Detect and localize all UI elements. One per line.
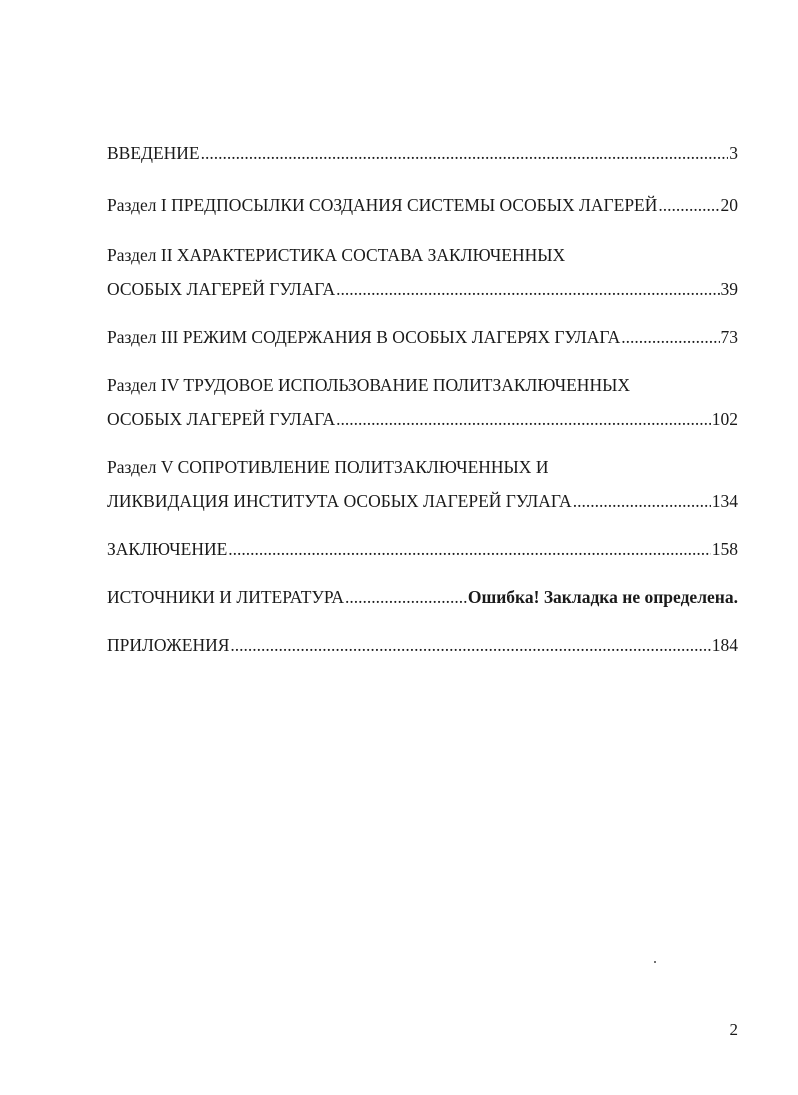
toc-entry-title: ВВЕДЕНИЕ (107, 143, 200, 163)
toc-entry-page: 102 (711, 409, 738, 429)
toc-entry-section-3[interactable] (107, 327, 738, 359)
toc-entry-section-4[interactable] (107, 375, 738, 441)
toc-entry-title-line-1: Раздел II ХАРАКТЕРИСТИКА СОСТАВА ЗАКЛЮЧЕННЫХ (107, 245, 566, 265)
toc-entry-title: Раздел I ПРЕДПОСЫЛКИ СОЗДАНИЯ СИСТЕМЫ ОСОБЫХ ЛАГЕРЕЙ (107, 195, 658, 215)
toc-entry-title-line-1: Раздел V СОПРОТИВЛЕНИЕ ПОЛИТЗАКЛЮЧЕННЫХ И (107, 457, 549, 477)
dot-leader (228, 539, 710, 559)
toc-line (107, 409, 738, 441)
scan-speck (654, 961, 656, 963)
page-number: 2 (729, 1020, 738, 1039)
toc-line (107, 587, 738, 619)
toc-line (107, 375, 738, 409)
toc-entry-sources[interactable] (107, 587, 738, 619)
toc-entry-title-line-2: ОСОБЫХ ЛАГЕРЕЙ ГУЛАГА (107, 279, 336, 299)
toc-entry-section-2[interactable] (107, 245, 738, 311)
dot-leader (658, 195, 719, 215)
toc-entry-page: 184 (711, 635, 738, 655)
toc-entry-page: 3 (729, 143, 738, 163)
toc-entry-page: 73 (720, 327, 738, 347)
toc-entry-page: 158 (711, 539, 738, 559)
toc-entry-section-5[interactable] (107, 457, 738, 523)
dot-leader (621, 327, 719, 347)
toc-line (107, 279, 738, 311)
toc-entry-title-line-2: ЛИКВИДАЦИЯ ИНСТИТУТА ОСОБЫХ ЛАГЕРЕЙ ГУЛАГА (107, 491, 572, 511)
toc-line (107, 635, 738, 667)
toc-line (107, 327, 738, 359)
toc-line (107, 457, 738, 491)
bookmark-error-text: Ошибка! Закладка не определена. (467, 587, 738, 607)
toc-line (107, 491, 738, 523)
toc-entry-conclusion[interactable] (107, 539, 738, 571)
toc-entry-page: 39 (720, 279, 738, 299)
dot-leader (336, 409, 711, 429)
dot-leader (573, 491, 711, 511)
toc-entry-title: ПРИЛОЖЕНИЯ (107, 635, 230, 655)
toc-entry-title: Раздел III РЕЖИМ СОДЕРЖАНИЯ В ОСОБЫХ ЛАГЕРЯХ ГУЛАГА (107, 327, 621, 347)
toc-entry-section-1[interactable] (107, 195, 738, 227)
toc-line (107, 539, 738, 571)
toc-entry-page: 134 (711, 491, 738, 511)
toc-entry-title-line-1: Раздел IV ТРУДОВОЕ ИСПОЛЬЗОВАНИЕ ПОЛИТЗАКЛЮЧЕННЫХ (107, 375, 630, 395)
toc-line (107, 143, 738, 175)
toc-entry-title-line-2: ОСОБЫХ ЛАГЕРЕЙ ГУЛАГА (107, 409, 336, 429)
toc-line (107, 195, 738, 227)
toc-entry-title: ИСТОЧНИКИ И ЛИТЕРАТУРА (107, 587, 345, 607)
dot-leader (230, 635, 710, 655)
dot-leader (201, 143, 729, 163)
toc-entry-introduction[interactable] (107, 143, 738, 175)
toc-entry-title: ЗАКЛЮЧЕНИЕ (107, 539, 228, 559)
dot-leader (336, 279, 719, 299)
toc-entry-page: 20 (720, 195, 738, 215)
toc-entry-appendices[interactable] (107, 635, 738, 667)
toc-line (107, 245, 738, 279)
table-of-contents (107, 143, 738, 667)
dot-leader (345, 587, 467, 607)
